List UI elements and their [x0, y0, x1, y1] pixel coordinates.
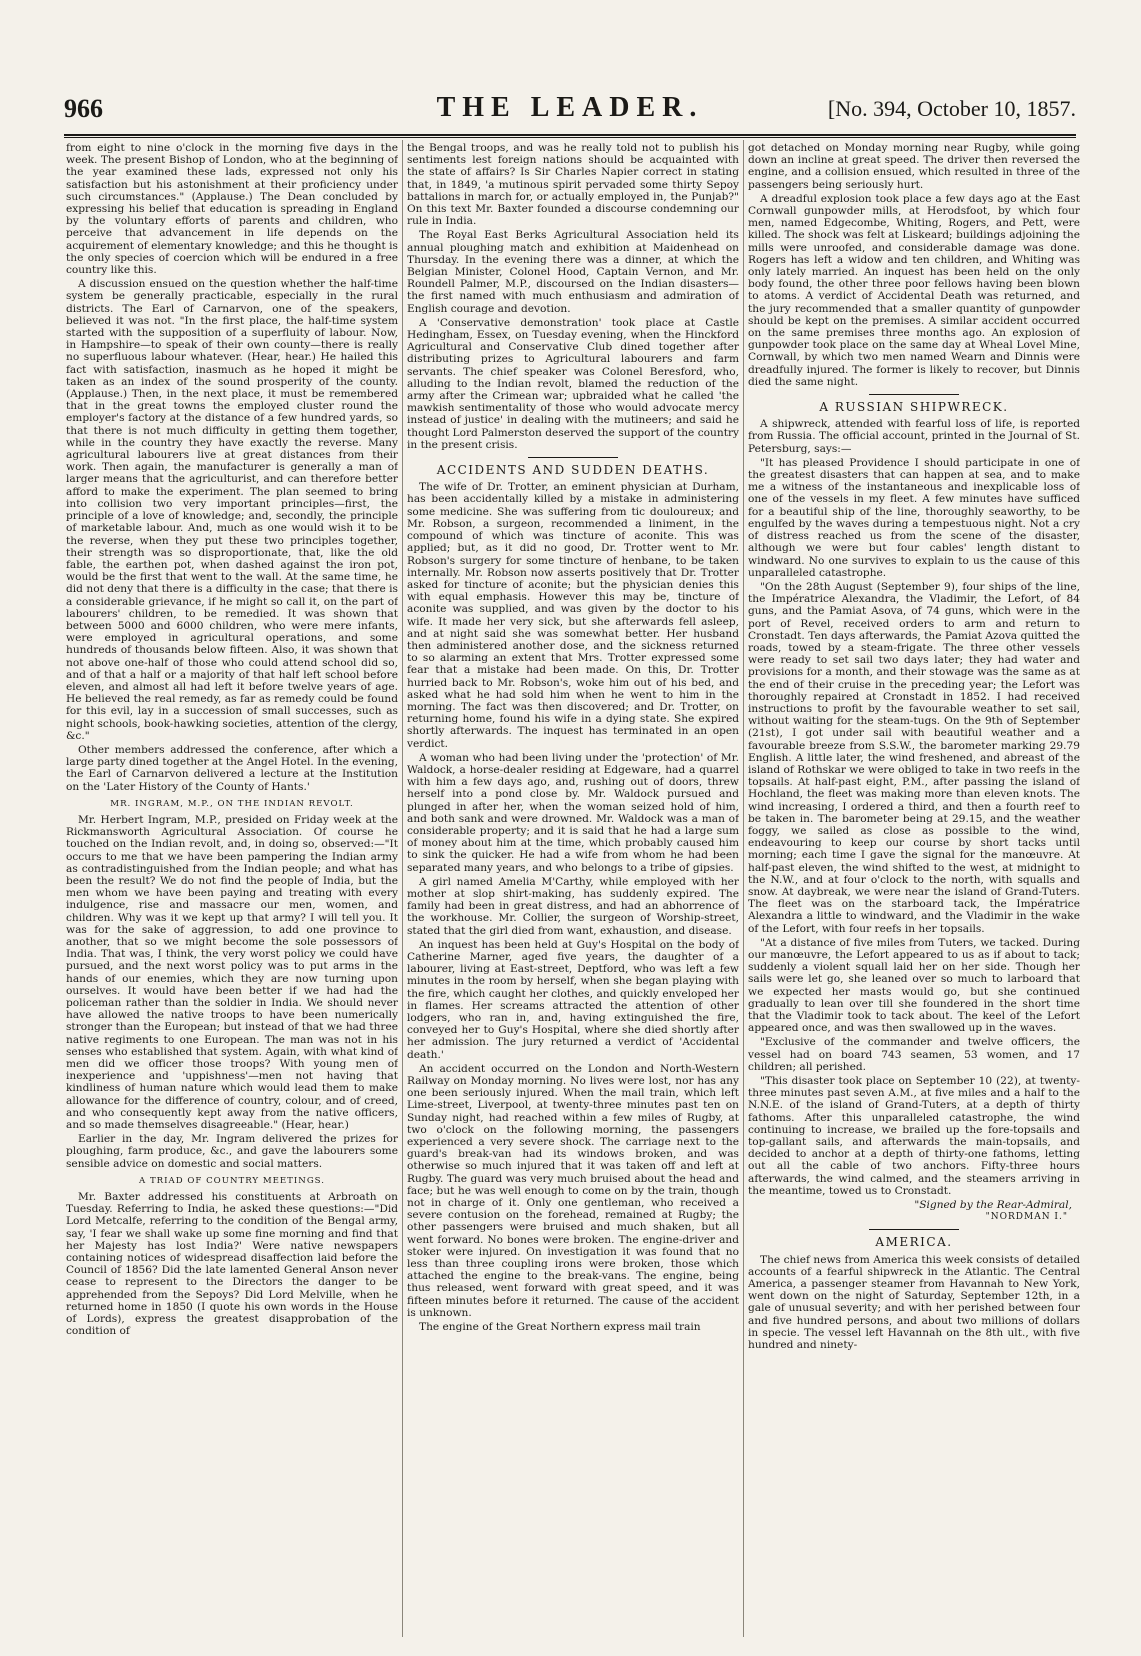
- column-divider: [743, 140, 744, 1637]
- column-2: [407, 142, 739, 1637]
- section-rule: [869, 1229, 959, 1230]
- page-number: 966: [64, 94, 103, 123]
- paragraph: The Royal East Berks Agricultural Association held its annual ploughing match and exhibition at Maidenhead on Thursday. In the evening there was a dinner, at which the Belgian Minister, Colonel Hood, Captain Vernon, and Mr. Roundell Palmer, M.P., discoursed on the Indian disasters—the first named with much enthusiasm and admiration of English courage and devotion.: [407, 229, 739, 315]
- heading-america: AMERICA.: [875, 1235, 953, 1250]
- paragraph: The wife of Dr. Trotter, an eminent physician at Durham, has been accidentally killed by a mistake in administering some medicine. She was suffering from tic douloureux; and Mr. Robson, a surgeon, recommended a liniment, in the compound of which was tincture of aconite. This was applied; but, as it did no good, Dr. Trotter went to Mr. Robson's surgery for some tincture of henbane, to be taken internally. Mr. Robson now asserts positively that Dr. Trotter asked for tincture of aconite; but the physician denies this with equal emphasis. However this may be, tincture of aconite was supplied, and was given by the doctor to his wife. It made her very sick, but she afterwards fell asleep, and at night said she was somewhat better. Her husband then administered another dose, and the sickness returned to so alarming an extent that Mrs. Trotter expressed some fear that a mistake had been made. On this, Dr. Trotter hurried back to Mr. Robson's, woke him out of his bed, and asked what he had sold him when he went to him in the morning. The fact was then discovered; and Dr. Trotter, on returning home, found his wife in a dying state. She expired shortly afterwards. The inquest has terminated in an open verdict.: [407, 481, 739, 750]
- signature-name: "NORDMAN I.": [985, 1212, 1068, 1223]
- paragraph: A woman who had been living under the 'protection' of Mr. Waldock, a horse-dealer residing at Edgeware, had a quarrel with him a few days ago, and, rushing out of doors, threw herself into a pond close by. Mr. Waldock pursued and plunged in after her, when the woman seized hold of him, and both sank and were drowned. Mr. Waldock was a man of considerable property; and it is said that he had a large sum of money about him at the time, which probably caused him to sink the quicker. He had a wife from whom he had been separated many years, and who belongs to a tribe of gipsies.: [407, 751, 739, 874]
- column-1: [66, 142, 398, 1637]
- paragraph: A 'Conservative demonstration' took place at Castle Hedingham, Essex, on Tuesday evening, when the Hinckford Agricultural and Conservative Club dined together after distributing prizes to Agricultural labourers and farm servants. The chief speaker was Colonel Beresford, who, alluding to the Indian revolt, blamed the reduction of the army after the Crimean war; upbraided what he called 'the mawkish sentimentality of those who would advocate mercy instead of justice' in dealing with the mutineers; and said he thought Lord Palmerston deserved the support of the country in the present crisis.: [407, 316, 739, 451]
- paragraph: "On the 28th August (September 9), four ships of the line, the Impératrice Alexandra, the Vladimir, the Lefort, of 84 guns, and the Pamiat Asova, of 74 guns, which were in the port of Revel, received orders to arm and return to Cronstadt. Ten days afterwards, the Pamiat Azova quitted the roads, towed by a steam-frigate. The three other vessels were ready to set sail two days later; they had water and provisions for a month, and their stowage was the same as at the end of their cruise in the preceding year; the Lefort was thoroughly repaired at Cronstadt in 1852. I had received instructions to profit by the favourable weather to set sail, without waiting for the steam-tugs. On the 9th of September (21st), I got under sail with beautiful weather and a favourable breeze from S.S.W., the barometer marking 29.79 English. A little later, the wind freshened, and abreast of the island of Rothskar we were obliged to take in two reefs in the topsails. At half-past eight, P.M., after passing the island of Hochland, the fleet was making more than eleven knots. The wind increasing, I ordered a third, and then a fourth reef to be taken in. The barometer being at 29.15, and the weather foggy, we sailed as close as possible to the wind, endeavouring to keep our course by short tacks until morning; each time I gave the signal for the manœuvre. At half-past eleven, the wind shifted to the west, at midnight to the N.W., and at four o'clock to the north, with squalls and snow. At daybreak, we were near the island of Grand-Tuters. The fleet was on the starboard tack, the Impératrice Alexandra a little to windward, and the Vladimir in the wake of the Lefort, with four reefs in her topsails.: [748, 580, 1080, 935]
- heading-russian-shipwreck: A RUSSIAN SHIPWRECK.: [819, 400, 1009, 415]
- signature-line: "Signed by the Rear-Admiral,: [914, 1199, 1072, 1212]
- subheading-ingram: MR. INGRAM, M.P., ON THE INDIAN REVOLT.: [110, 798, 354, 809]
- column-divider: [402, 140, 403, 1637]
- column-3: [748, 142, 1080, 1637]
- paragraph: Mr. Herbert Ingram, M.P., presided on Friday week at the Rickmansworth Agricultural Association. Of course he touched on the Indian revolt, and, in doing so, observed:—"It occurs to me that we have been pampering the Indian army as contradistinguished from the Indian people; and what has been the result? We do not find the people of India, but the men whom we have been paying and treating with every indulgence, rise and massacre our men, women, and children. Why was it we kept up that army? I will tell you. It was for the sake of aggression, to add one province to another, that so we might become the sole possessors of India. That was, I think, the very worst policy we could have pursued, and the next worst policy was to put arms in the hands of our enemies, which they are now turning upon ourselves. It would have been better if we had had the policeman rather than the soldier in India. We should never have allowed the native troops to have been numerically stronger than the European; but instead of that we had three native regiments to one European. The man was not in his senses who established that system. Again, with what kind of men did we officer those troops? With young men of inexperience and 'uppishness'—men not having that kindliness of human nature which would lead them to make allowance for the difference of country, colour, and of creed, and who consequently kept away from the native officers, and so made themselves disagreeable." (Hear, hear.): [66, 813, 398, 1132]
- subheading-triad: A TRIAD OF COUNTRY MEETINGS.: [139, 1175, 325, 1186]
- header-rule-thin: [64, 137, 1076, 138]
- paragraph: the Bengal troops, and was he really told not to publish his sentiments lest foreign nations should be acquainted with the state of affairs? Is Sir Charles Napier correct in stating that, in 1849, 'a mutinous spirit pervaded some thirty Sepoy battalions in march for, or actually employed in, the Punjab?" On this text Mr. Baxter founded a discourse condemning our rule in India.: [407, 142, 739, 228]
- paragraph: A dreadful explosion took place a few days ago at the East Cornwall gunpowder mills, at Herodsfoot, by which four men, named Edgecombe, Whiting, Rogers, and Pett, were killed. The shock was felt at Liskeard; buildings adjoining the mills were unroofed, and considerable damage was done. Rogers has left a widow and ten children, and Whiting was only lately married. An inquest has been held on the only body found, the other three poor fellows having been blown to atoms. A verdict of Accidental Death was returned, and the jury recommended that a smaller quantity of gunpowder should be kept on the premises. A similar accident occurred on the same premises three months ago. An explosion of gunpowder took place on the same day at Wheal Lovel Mine, Cornwall, by which two men named Wearn and Dinnis were dreadfully injured. The former is likely to recover, but Dinnis died the same night.: [748, 192, 1080, 388]
- paragraph: "Exclusive of the commander and twelve officers, the vessel had on board 743 seamen, 53 women, and 17 children; all perished.: [748, 1036, 1080, 1073]
- paragraph: A shipwreck, attended with fearful loss of life, is reported from Russia. The official account, printed in the Journal of St. Petersburg, says:—: [748, 418, 1080, 455]
- section-rule: [869, 394, 959, 395]
- paragraph: Earlier in the day, Mr. Ingram delivered the prizes for ploughing, farm produce, &c., and gave the labourers some sensible advice on domestic and social matters.: [66, 1133, 398, 1170]
- paragraph: An accident occurred on the London and North-Western Railway on Monday morning. No lives were lost, nor has any one been seriously injured. When the mail train, which left Lime-street, Liverpool, at twenty-three minutes past ten on Sunday night, had reached within a few miles of Rugby, at two o'clock on the following morning, the passengers experienced a very severe shock. The carriage next to the guard's break-van had its windows broken, and was otherwise so much injured that it was taken off and left at Rugby. The guard was very much bruised about the head and face; but he was well enough to come on by the train, though not in charge of it. Only one gentleman, who received a severe contusion on the forehead, remained at Rugby; the other passengers were bruised and much shaken, but all went forward. No bones were broken. The engine-driver and stoker were injured. On investigation it was found that no less than three coupling irons were broken, those which attached the engine to the break-vans. The engine, being thus released, went forward with great speed, and it was fifteen minutes before it returned. The cause of the accident is unknown.: [407, 1062, 739, 1319]
- section-rule: [528, 457, 618, 458]
- paragraph: The engine of the Great Northern express mail train: [419, 1321, 701, 1334]
- header-rule: [64, 134, 1076, 136]
- paragraph: The chief news from America this week consists of detailed accounts of a fearful shipwreck in the Atlantic. The Central America, a passenger steamer from Havannah to New York, went down on the night of Saturday, September 12th, in a gale of unusual severity; and with her perished between four and five hundred persons, and about two millions of dollars in specie. The vessel left Havannah on the 8th ult., with five hundred and ninety-: [748, 1253, 1080, 1352]
- paragraph: "It has pleased Providence I should participate in one of the greatest disasters that can happen at sea, and to make me a witness of the instantaneous and inexplicable loss of one of the vessels in my fleet. A few minutes have sufficed for a beautiful ship of the line, thoroughly seaworthy, to be engulfed by the waves during a tempestuous night. Not a cry of distress reached us from the scene of the disaster, although we were but four cables' length distant to windward. No one survives to explain to us the cause of this unparalleled catastrophe.: [748, 456, 1080, 579]
- paragraph: from eight to nine o'clock in the morning five days in the week. The present Bishop of London, who at the beginning of the year examined these lads, expressed not only his satisfaction but his astonishment at their proficiency under such circumstances." (Applause.) The Dean concluded by expressing his belief that education is spreading in England by the voluntary efforts of parents and children, who perceive that advancement in life depends on the acquirement of elementary knowledge; and this he thought is the only species of coercion which will be endured in a free country like this.: [66, 142, 398, 277]
- paragraph: Other members addressed the conference, after which a large party dined together at the Angel Hotel. In the evening, the Earl of Carnarvon delivered a lecture at the Institution on the 'Later History of the County of Hants.': [66, 743, 398, 793]
- issue-date: [No. 394, October 10, 1857.: [827, 96, 1076, 121]
- paragraph: A discussion ensued on the question whether the half-time system be generally practicable, especially in the rural districts. The Earl of Carnarvon, one of the speakers, believed it was not. "In the first place, the half-time system started with the supposition of a superfluity of labour. Now, in Hampshire—to speak of their own county—there is really no superfluous labour whatever. (Hear, hear.) He hailed this fact with satisfaction, inasmuch as he hoped it might be taken as an index of the sound prosperity of the county. (Applause.) Then, in the next place, it must be remembered that in the great towns the employed cluster round the employer's factory at the distance of a few hundred yards, so that there is not much difficulty in getting them together, while in the country they have exactly the reverse. Many agricultural labourers live at great distances from their work. Then again, the manufacturer is generally a man of larger means that the agriculturist, and can therefore better afford to make the experiment. The plan seemed to bring into collision two very important principles—first, the principle of a love of knowledge; and, secondly, the principle of marketable labour. And, much as one would wish it to be the reverse, when they put these two principles together, their strength was so disproportionate, that, like the old fable, the earthen pot, when dashed against the iron pot, would be the first that went to the wall. At the same time, he did not deny that there is a difficulty in the case; that there is a considerable grievance, if he might so call it, on the part of labourers' children, to be remedied. It was shown that between 5000 and 6000 children, who were mere infants, were employed in agricultural operations, and some hundreds of thousands below fifteen. Also, it was shown that not above one-half of those who could attend school did so, and of that a half or a majority of that half left school before eleven, and almost all had left it before twelve years of age. He believed the real remedy, as far as remedy could be found for this evil, lay in a succession of small successes, such as night schools, book-hawking societies, attention of the clergy, &c.": [66, 278, 398, 742]
- paragraph: "This disaster took place on September 10 (22), at twenty-three minutes past seven A.M., at five miles and a half to the N.N.E. of the island of Grand-Tuters, at a depth of thirty fathoms. After this unparalleled catastrophe, the wind continuing to increase, we brailed up the fore-topsails and top-gallant sails, and afterwards the main-topsails, and decided to anchor at a depth of thirty-one fathoms, letting out all the cable of two anchors. Fifty-three hours afterwards, the wind calmed, and the steamers arriving in the meantime, towed us to Cronstadt.: [748, 1075, 1080, 1197]
- masthead-title: THE LEADER.: [436, 92, 704, 123]
- heading-accidents: ACCIDENTS AND SUDDEN DEATHS.: [436, 463, 710, 478]
- page-header: [64, 92, 1076, 136]
- paragraph: A girl named Amelia M'Carthy, while employed with her mother at slop shirt-making, has suddenly expired. The family had been in great distress, and had an abhorrence of the workhouse. Mr. Collier, the surgeon of Worship-street, stated that the girl died from want, exhaustion, and disease.: [407, 875, 739, 937]
- paragraph: "At a distance of five miles from Tuters, we tacked. During our manœuvre, the Lefort appeared to us as if about to tack; suddenly a violent squall laid her on her side. Though her sails were let go, she leaned over so much to larboard that we expected her masts would go, but she continued gradually to lean over till she foundered in the short time that the Vladimir took to tack about. The keel of the Lefort appeared once, and was then swallowed up in the waves.: [748, 936, 1080, 1035]
- paragraph: Mr. Baxter addressed his constituents at Arbroath on Tuesday. Referring to India, he asked these questions:—"Did Lord Metcalfe, referring to the condition of the Bengal army, say, 'I fear we shall wake up some fine morning and find that her Majesty has lost India?' Were native newspapers containing notices of widespread disaffection laid before the Council of 1856? Did the late lamented General Anson never cease to represent to the Directors the danger to be apprehended from the Sepoys? Did Lord Melville, when he returned home in 1850 (I quote his own words in the House of Lords), express the greatest disapprobation of the condition of: [66, 1191, 398, 1338]
- paragraph: got detached on Monday morning near Rugby, while going down an incline at great speed. The driver then reversed the engine, and a collision ensued, which resulted in three of the passengers being seriously hurt.: [748, 142, 1080, 191]
- paragraph: An inquest has been held at Guy's Hospital on the body of Catherine Marner, aged five years, the daughter of a labourer, living at East-street, Deptford, who was left a few minutes in the room by herself, when she began playing with the fire, which caught her clothes, and quickly enveloped her in flames. Her screams attracted the attention of other lodgers, who ran in, and, having extinguished the fire, conveyed her to Guy's Hospital, where she died shortly after her admission. The jury returned a verdict of 'Accidental death.': [407, 938, 739, 1061]
